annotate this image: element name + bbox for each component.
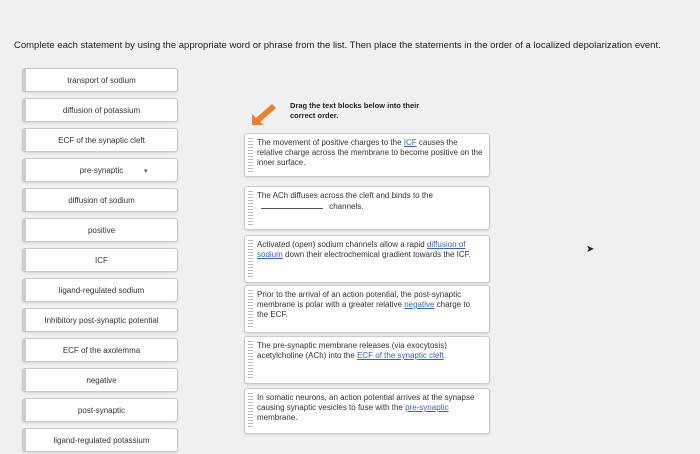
- statement-block-somatic[interactable]: In somatic neurons, an action potential arrives at the synapse causing synaptic vesicles to fuse with the pre-synaptic membrane.: [244, 388, 490, 434]
- dropped-word[interactable]: diffusion of sodium: [257, 240, 466, 259]
- statement-block-release[interactable]: The pre-synaptic membrane releases (via exocytosis) acetylcholine (ACh) into the ECF of the synaptic cleft.: [244, 336, 490, 384]
- drag-handle-icon: [248, 290, 253, 328]
- statement-block-sodium[interactable]: Activated (open) sodium channels allow a rapid diffusion of sodium down their electrochemical gradient towards the ICF.: [244, 235, 490, 283]
- word-tile-diffusion-of-potassium[interactable]: diffusion of potassium: [22, 98, 178, 122]
- instruction-text: Complete each statement by using the appropriate word or phrase from the list. Then place the statements in the order of a localized depolarization event.: [14, 40, 661, 51]
- statement-block-icf[interactable]: The movement of positive charges to the ICF causes the relative charge across the membrane to become positive on the inner surface.: [244, 133, 490, 177]
- drag-handle-icon: [248, 393, 253, 429]
- mouse-cursor-icon: ▾: [144, 168, 148, 175]
- word-tile-inhibitory-psp[interactable]: Inhibitory post-synaptic potential: [22, 308, 178, 332]
- dropped-word[interactable]: ICF: [403, 138, 417, 147]
- drag-handle-icon: [248, 341, 253, 379]
- word-tile-ecf-axolemma[interactable]: ECF of the axolemma: [22, 338, 178, 362]
- word-tile-icf[interactable]: ICF: [22, 248, 178, 272]
- word-tile-post-synaptic[interactable]: post-synaptic: [22, 398, 178, 422]
- word-tile-negative[interactable]: negative: [22, 368, 178, 392]
- dropped-word[interactable]: pre-synaptic: [405, 403, 449, 412]
- drag-handle-icon: [248, 138, 253, 172]
- word-tile-positive[interactable]: positive: [22, 218, 178, 242]
- drag-instruction-text: Drag the text blocks below into their correct order.: [290, 101, 420, 120]
- word-tile-ligand-regulated-sodium[interactable]: ligand-regulated sodium: [22, 278, 178, 302]
- statement-block-ach[interactable]: The ACh diffuses across the cleft and binds to the channels.: [244, 186, 490, 230]
- word-tile-pre-synaptic[interactable]: pre-synaptic: [22, 158, 178, 182]
- word-tile-ligand-regulated-potassium[interactable]: ligand-regulated potassium: [22, 428, 178, 452]
- statement-block-prior[interactable]: Prior to the arrival of an action potential, the post-synaptic membrane is polar with a greater relative negative charge to the ECF.: [244, 285, 490, 333]
- word-tile-ecf-synaptic-cleft[interactable]: ECF of the synaptic cleft: [22, 128, 178, 152]
- drag-handle-icon: [248, 191, 253, 225]
- dropped-word[interactable]: ECF of the synaptic cleft: [357, 351, 444, 360]
- word-tile-diffusion-of-sodium[interactable]: diffusion of sodium: [22, 188, 178, 212]
- word-tile-transport-of-sodium[interactable]: transport of sodium: [22, 68, 178, 92]
- drag-handle-icon: [248, 240, 253, 278]
- mouse-pointer-icon: ➤: [586, 244, 595, 255]
- orange-arrow-icon: [250, 101, 278, 127]
- dropped-word[interactable]: negative: [404, 300, 435, 309]
- drag-instruction: [250, 101, 470, 127]
- blank-drop-target[interactable]: [261, 201, 323, 209]
